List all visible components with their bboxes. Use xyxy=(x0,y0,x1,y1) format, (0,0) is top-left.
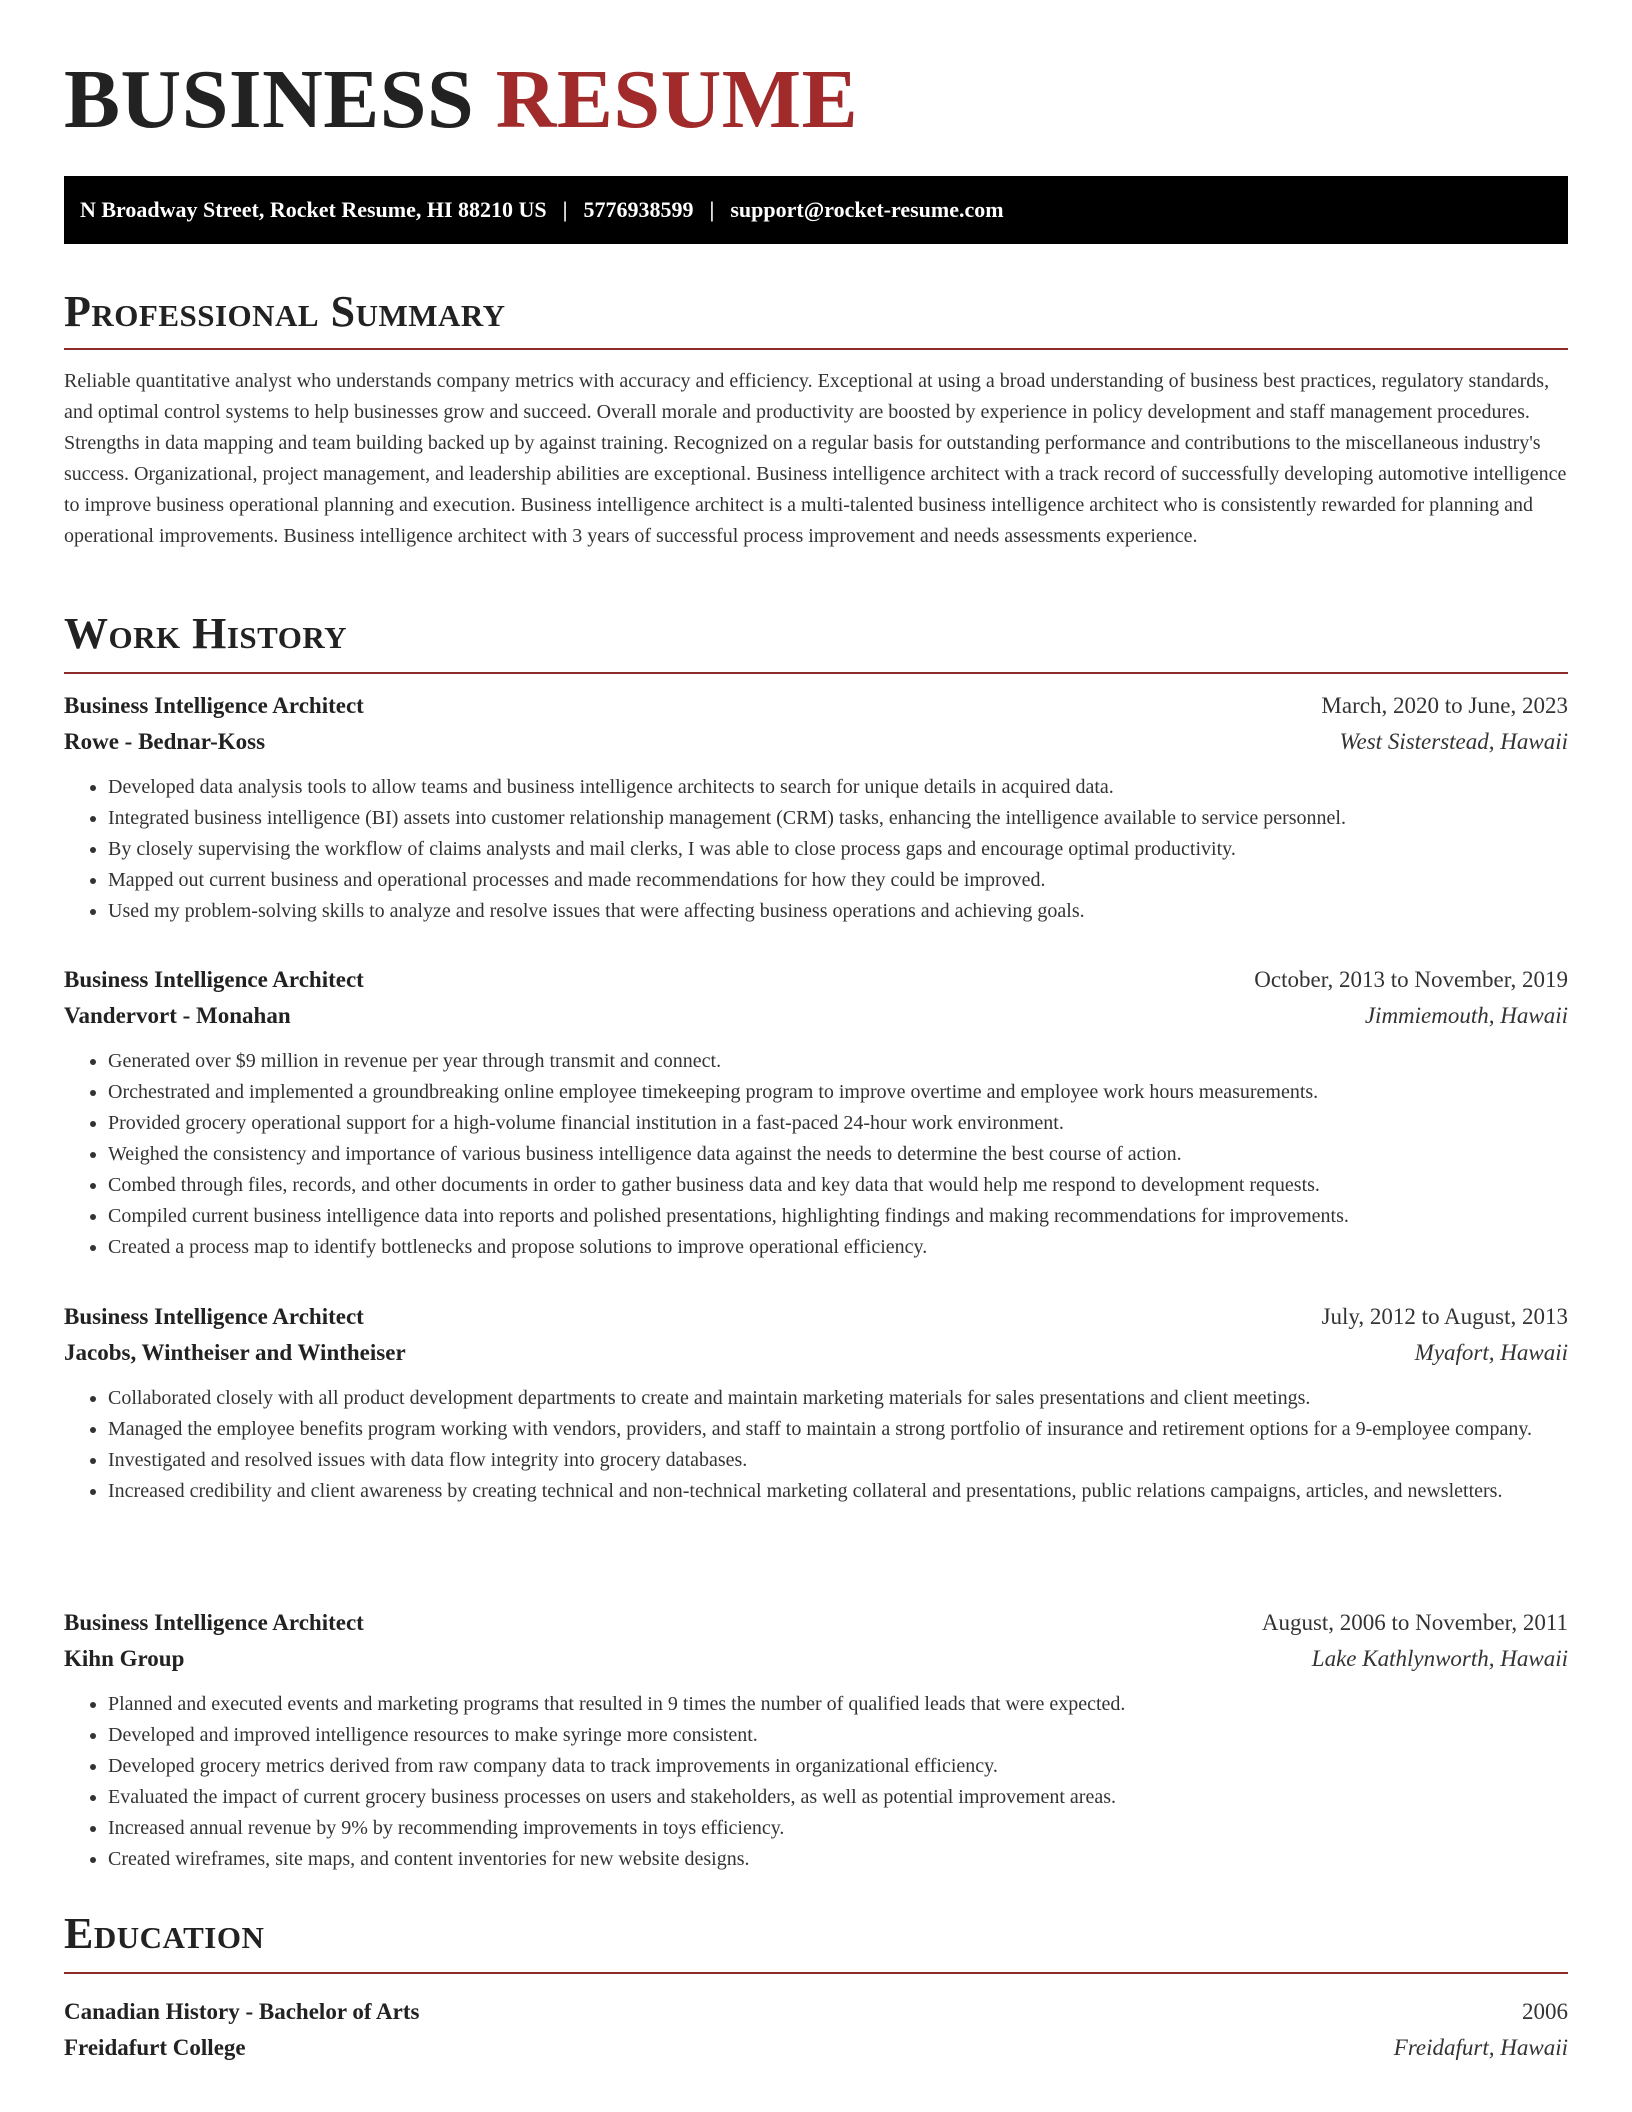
job-entry xyxy=(64,1605,1568,1875)
job-bullet: • Developed and improved intelligence resources to make syringe more consistent. xyxy=(108,1720,1568,1751)
job-company: Rowe - Bednar-Koss xyxy=(64,729,266,754)
job-bullet: • Developed grocery metrics derived from raw company data to track improvements in organizational efficiency. xyxy=(108,1751,1568,1782)
job-location: West Sisterstead, Hawaii xyxy=(1339,729,1568,754)
job-company-row xyxy=(64,1641,1568,1677)
job-bullet: • Evaluated the impact of current grocery business processes on users and stakeholders, as well as potential improvement areas. xyxy=(108,1782,1568,1813)
job-company: Kihn Group xyxy=(64,1646,185,1671)
job-bullet: • By closely supervising the workflow of claims analysts and mail clerks, I was able to close process gaps and encourage optimal productivity. xyxy=(108,834,1568,865)
summary-text: Reliable quantitative analyst who understands company metrics with accuracy and efficiency. Exceptional at using a broad understanding of business best practices, regulatory standards, and optimal control systems to help businesses grow and succeed. Overall morale and productivity are boosted by experience in policy development and staff management procedures. Strengths in data mapping and team building backed up by against training. Recognized on a regular basis for outstanding performance and contributions to the miscellaneous industry's success. Organizational, project management, and leadership abilities are exceptional. Business intelligence architect with a track record of successfully developing automotive intelligence to improve business operational planning and execution. Business intelligence architect is a multi-talented business intelligence architect who is consistently rewarded for planning and operational improvements. Business intelligence architect with 3 years of successful process improvement and needs assessments experience. xyxy=(64,370,1567,547)
job-bullet: • Planned and executed events and marketing programs that resulted in 9 times the number of qualified leads that were expected. xyxy=(108,1689,1568,1720)
education-heading: Education xyxy=(64,1909,265,1958)
job-dates: August, 2006 to November, 2011 xyxy=(1261,1610,1568,1635)
job-bullet: • Combed through files, records, and other documents in order to gather business data and key data that would help me respond to development requests. xyxy=(108,1170,1568,1201)
work-history-heading: Work History xyxy=(64,609,348,658)
job-bullet: • Increased credibility and client awareness by creating technical and non-technical marketing collateral and presentations, public relations campaigns, articles, and newsletters. xyxy=(108,1476,1568,1507)
job-bullet: • Collaborated closely with all product development departments to create and maintain marketing materials for sales presentations and client meetings. xyxy=(108,1383,1568,1414)
job-title: Business Intelligence Architect xyxy=(64,967,364,992)
summary-divider xyxy=(64,348,1568,350)
job-header-row xyxy=(64,688,1568,724)
education-school-row xyxy=(64,2030,1568,2066)
job-company: Vandervort - Monahan xyxy=(64,1003,291,1028)
job-title: Business Intelligence Architect xyxy=(64,1304,364,1329)
job-company-row xyxy=(64,1335,1568,1371)
work-history-divider xyxy=(64,672,1568,674)
education-school: Freidafurt College xyxy=(64,2035,246,2060)
job-bullets xyxy=(64,1689,1568,1875)
job-title: Business Intelligence Architect xyxy=(64,693,364,718)
contact-phone: 5776938599 xyxy=(583,197,694,222)
contact-separator: | xyxy=(562,197,568,222)
job-dates: October, 2013 to November, 2019 xyxy=(1254,967,1568,992)
job-entry xyxy=(64,1299,1568,1507)
job-bullet: • Created wireframes, site maps, and content inventories for new website designs. xyxy=(108,1844,1568,1875)
job-dates: March, 2020 to June, 2023 xyxy=(1321,693,1568,718)
title-second-word: RESUME xyxy=(495,53,859,146)
job-bullets xyxy=(64,1383,1568,1507)
contact-bar xyxy=(64,176,1568,244)
job-header-row xyxy=(64,1605,1568,1641)
education-entry xyxy=(64,1994,1568,2066)
education-divider xyxy=(64,1972,1568,1974)
job-entry xyxy=(64,688,1568,927)
job-dates: July, 2012 to August, 2013 xyxy=(1321,1304,1568,1329)
education-header-row xyxy=(64,1994,1568,2030)
job-bullet: • Generated over $9 million in revenue per year through transmit and connect. xyxy=(108,1046,1568,1077)
job-bullet: • Developed data analysis tools to allow teams and business intelligence architects to search for unique details in acquired data. xyxy=(108,772,1568,803)
job-bullet: • Created a process map to identify bottlenecks and propose solutions to improve operational efficiency. xyxy=(108,1232,1568,1263)
job-header-row xyxy=(64,962,1568,998)
job-bullet: • Used my problem-solving skills to analyze and resolve issues that were affecting business operations and achieving goals. xyxy=(108,896,1568,927)
job-bullet: • Mapped out current business and operational processes and made recommendations for how they could be improved. xyxy=(108,865,1568,896)
job-title: Business Intelligence Architect xyxy=(64,1610,364,1635)
job-bullet: • Weighed the consistency and importance of various business intelligence data against the needs to determine the best course of action. xyxy=(108,1139,1568,1170)
contact-address: N Broadway Street, Rocket Resume, HI 88210 US xyxy=(80,197,547,222)
job-bullet: • Orchestrated and implemented a groundbreaking online employee timekeeping program to improve overtime and employee work hours measurements. xyxy=(108,1077,1568,1108)
job-location: Myafort, Hawaii xyxy=(1414,1340,1568,1365)
job-company-row xyxy=(64,724,1568,760)
job-bullets xyxy=(64,1046,1568,1263)
education-location: Freidafurt, Hawaii xyxy=(1393,2035,1568,2060)
education-year: 2006 xyxy=(1522,1999,1568,2024)
job-header-row xyxy=(64,1299,1568,1335)
job-bullet: • Investigated and resolved issues with data flow integrity into grocery databases. xyxy=(108,1445,1568,1476)
job-bullets xyxy=(64,772,1568,927)
title-first-word: BUSINESS xyxy=(64,53,475,146)
summary-heading: Professional Summary xyxy=(64,287,506,336)
job-location: Lake Kathlynworth, Hawaii xyxy=(1311,1646,1568,1671)
education-degree: Canadian History - Bachelor of Arts xyxy=(64,1999,420,2024)
contact-email: support@rocket-resume.com xyxy=(730,197,1004,222)
job-company: Jacobs, Wintheiser and Wintheiser xyxy=(64,1340,406,1365)
job-bullet: • Managed the employee benefits program working with vendors, providers, and staff to maintain a strong portfolio of insurance and retirement options for a 9-employee company. xyxy=(108,1414,1568,1445)
contact-separator: | xyxy=(709,197,715,222)
job-bullet: • Integrated business intelligence (BI) assets into customer relationship management (CRM) tasks, enhancing the intelligence available to service personnel. xyxy=(108,803,1568,834)
job-location: Jimmiemouth, Hawaii xyxy=(1364,1003,1568,1028)
job-entry xyxy=(64,962,1568,1263)
job-bullet: • Compiled current business intelligence data into reports and polished presentations, highlighting findings and making recommendations for improvements. xyxy=(108,1201,1568,1232)
resume-title xyxy=(64,53,859,146)
job-company-row xyxy=(64,998,1568,1034)
job-bullet: • Provided grocery operational support for a high-volume financial institution in a fast-paced 24-hour work environment. xyxy=(108,1108,1568,1139)
job-bullet: • Increased annual revenue by 9% by recommending improvements in toys efficiency. xyxy=(108,1813,1568,1844)
